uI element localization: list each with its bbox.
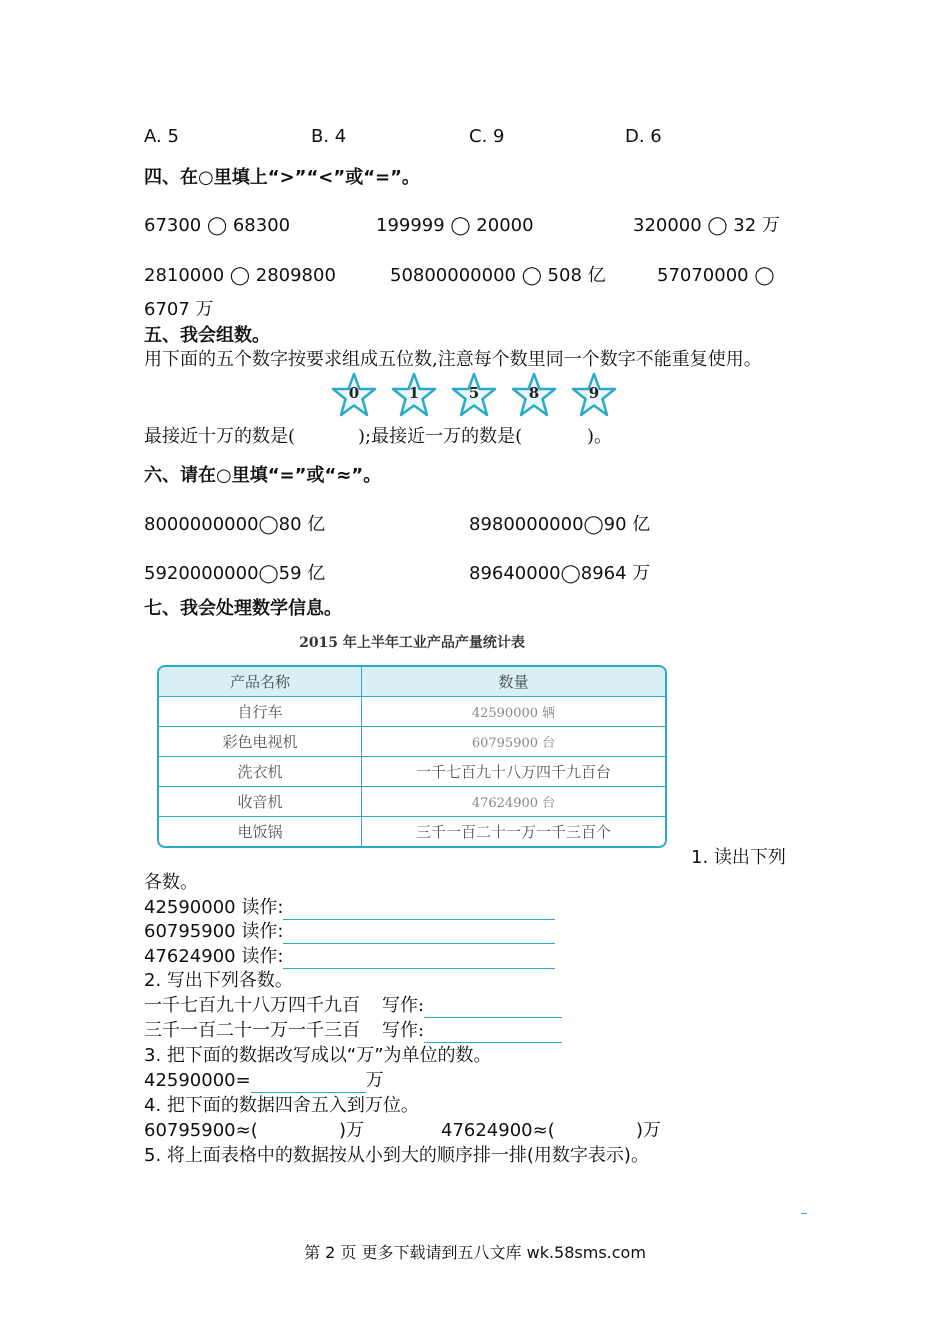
product-name: 自行车 bbox=[159, 696, 362, 726]
star-digit: 5 bbox=[468, 384, 480, 402]
write-prompt: 写作: bbox=[382, 1020, 425, 1041]
compare-item: 67300 ◯ 68300 bbox=[144, 215, 291, 236]
star-digit-0 bbox=[331, 372, 377, 418]
star-digit-9 bbox=[571, 372, 617, 418]
star-digit: 0 bbox=[348, 384, 360, 402]
star-digit-8 bbox=[511, 372, 557, 418]
product-name: 彩色电视机 bbox=[159, 726, 362, 756]
write-row bbox=[144, 994, 562, 1018]
header-product: 产品名称 bbox=[159, 667, 362, 696]
round-prompt-a: 60795900≈( bbox=[144, 1120, 258, 1141]
question-1-label-continued: 各数。 bbox=[144, 872, 198, 893]
table-title: 2015 年上半年工业产品产量统计表 bbox=[299, 635, 525, 651]
option-a: A. 5 bbox=[144, 126, 179, 147]
product-quantity: 60795900 台 bbox=[362, 726, 665, 756]
product-quantity: 三千一百二十一万一千三百个 bbox=[362, 816, 665, 846]
table-row bbox=[159, 726, 665, 756]
star-digit: 8 bbox=[528, 384, 540, 402]
product-name: 收音机 bbox=[159, 786, 362, 816]
star-digit-5 bbox=[451, 372, 497, 418]
write-text: 一千七百九十八万四千九百 bbox=[144, 995, 360, 1016]
question-5-label: 5. 将上面表格中的数据按从小到大的顺序排一排(用数字表示)。 bbox=[144, 1145, 649, 1166]
decorative-mark bbox=[801, 1213, 807, 1214]
question-4-label: 4. 把下面的数据四舍五入到万位。 bbox=[144, 1095, 419, 1116]
star-digit-1 bbox=[391, 372, 437, 418]
option-d: D. 6 bbox=[625, 126, 662, 147]
approx-item: 5920000000◯59 亿 bbox=[144, 563, 326, 584]
option-b: B. 4 bbox=[311, 126, 347, 147]
read-prompt: 47624900 读作: bbox=[144, 946, 284, 967]
round-prompt-b: 47624900≈( bbox=[441, 1120, 555, 1141]
write-row bbox=[144, 1019, 562, 1043]
table-header-row bbox=[159, 667, 665, 696]
production-table bbox=[157, 665, 667, 848]
question-2-label: 2. 写出下列各数。 bbox=[144, 970, 293, 991]
rewrite-row bbox=[144, 1069, 384, 1093]
header-quantity: 数量 bbox=[362, 667, 665, 696]
approx-item: 8980000000◯90 亿 bbox=[469, 514, 651, 535]
section-5-title: 五、我会组数。 bbox=[144, 325, 270, 346]
product-quantity: 47624900 台 bbox=[362, 786, 665, 816]
q-closest-10k-label: );最接近一万的数是( bbox=[358, 426, 523, 447]
section-6-title: 六、请在○里填“=”或“≈”。 bbox=[144, 465, 382, 486]
table-row bbox=[159, 816, 665, 846]
read-row bbox=[144, 945, 555, 969]
answer-line[interactable] bbox=[424, 997, 562, 1018]
read-row bbox=[144, 896, 555, 920]
answer-line[interactable] bbox=[251, 1072, 366, 1093]
unit-label: 万 bbox=[365, 1070, 384, 1091]
answer-line[interactable] bbox=[283, 923, 555, 944]
read-prompt: 42590000 读作: bbox=[144, 897, 284, 918]
compare-item-continued: 6707 万 bbox=[144, 299, 214, 320]
star-digit: 9 bbox=[588, 384, 600, 402]
read-row bbox=[144, 920, 555, 944]
answer-line[interactable] bbox=[283, 948, 555, 969]
compare-item: 57070000 ◯ bbox=[657, 265, 775, 286]
section-4-title: 四、在○里填上“>”“<”或“=”。 bbox=[144, 167, 420, 188]
rewrite-prompt: 42590000= bbox=[144, 1070, 251, 1091]
round-suffix-b: )万 bbox=[636, 1120, 662, 1141]
question-3-label: 3. 把下面的数据改写成以“万”为单位的数。 bbox=[144, 1045, 492, 1066]
answer-line[interactable] bbox=[283, 899, 555, 920]
compare-item: 199999 ◯ 20000 bbox=[376, 215, 534, 236]
q-close-paren: )。 bbox=[587, 426, 613, 447]
table-row bbox=[159, 696, 665, 726]
answer-line[interactable] bbox=[424, 1022, 562, 1043]
product-quantity: 42590000 辆 bbox=[362, 696, 665, 726]
approx-item: 8000000000◯80 亿 bbox=[144, 514, 326, 535]
table-row bbox=[159, 786, 665, 816]
round-suffix-a: )万 bbox=[339, 1120, 365, 1141]
product-quantity: 一千七百九十八万四千九百台 bbox=[362, 756, 665, 786]
approx-item: 89640000◯8964 万 bbox=[469, 563, 651, 584]
q-closest-100k-label: 最接近十万的数是( bbox=[144, 426, 296, 447]
table-row bbox=[159, 756, 665, 786]
compare-item: 50800000000 ◯ 508 亿 bbox=[390, 265, 606, 286]
write-prompt: 写作: bbox=[382, 995, 425, 1016]
read-prompt: 60795900 读作: bbox=[144, 921, 284, 942]
section-5-description: 用下面的五个数字按要求组成五位数,注意每个数里同一个数字不能重复使用。 bbox=[144, 349, 762, 370]
product-name: 洗衣机 bbox=[159, 756, 362, 786]
star-digit: 1 bbox=[408, 384, 420, 402]
page-footer: 第 2 页 更多下载请到五八文库 wk.58sms.com bbox=[304, 1243, 646, 1262]
product-name: 电饭锅 bbox=[159, 816, 362, 846]
question-1-label: 1. 读出下列 bbox=[691, 847, 786, 868]
compare-item: 320000 ◯ 32 万 bbox=[633, 215, 780, 236]
option-c: C. 9 bbox=[469, 126, 505, 147]
write-text: 三千一百二十一万一千三百 bbox=[144, 1020, 360, 1041]
compare-item: 2810000 ◯ 2809800 bbox=[144, 265, 336, 286]
section-7-title: 七、我会处理数学信息。 bbox=[144, 598, 342, 619]
